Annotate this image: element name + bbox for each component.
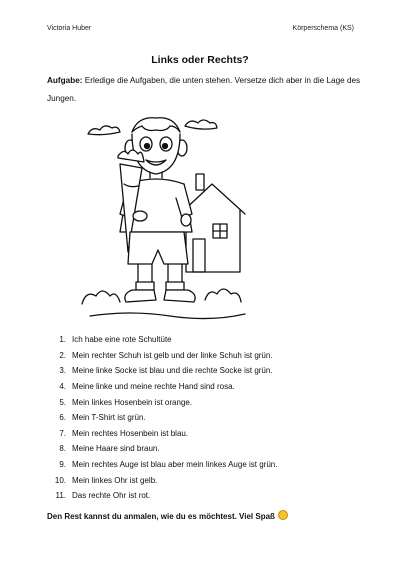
list-item: 1. Ich habe eine rote Schultüte: [59, 335, 172, 345]
page-header: [47, 25, 354, 32]
list-item: 2. Mein rechter Schuh ist gelb und der linke Schuh ist grün.: [59, 350, 273, 360]
task-label: Aufgabe:: [47, 76, 83, 85]
list-item: 5. Mein linkes Hosenbein ist orange.: [59, 397, 193, 407]
smiley-emoji-icon: [278, 510, 288, 520]
boy-with-school-cone-coloring-illustration: [80, 104, 250, 324]
task-text: Erledige die Aufgaben, die unten stehen. Versetze dich aber in die Lage des Jungen.: [47, 76, 361, 103]
list-item: 8. Meine Haare sind braun.: [59, 444, 160, 454]
worksheet-title: Links oder Rechts?: [151, 54, 249, 66]
list-item: 10. Mein linkes Ohr ist gelb.: [54, 475, 158, 485]
author-name: Victoria Huber: [47, 25, 92, 32]
list-item: 3. Meine linke Socke ist blau und die rechte Socke ist grün.: [59, 366, 273, 376]
list-item: 7. Mein rechtes Hosenbein ist blau.: [59, 428, 189, 438]
list-item: 11. Das rechte Ohr ist rot.: [55, 491, 151, 501]
list-item: 9. Mein rechtes Auge ist blau aber mein linkes Auge ist grün.: [59, 460, 278, 470]
topic-label: Körperschema (KS): [292, 25, 354, 32]
closing-text: Den Rest kannst du anmalen, wie du es möchtest. Viel Spaß: [47, 510, 288, 521]
list-item: 4. Meine linke und meine rechte Hand sind rosa.: [59, 382, 235, 392]
task-instructions: [47, 72, 362, 108]
task-list: [47, 332, 367, 504]
list-item: 6. Mein T-Shirt ist grün.: [59, 413, 146, 423]
